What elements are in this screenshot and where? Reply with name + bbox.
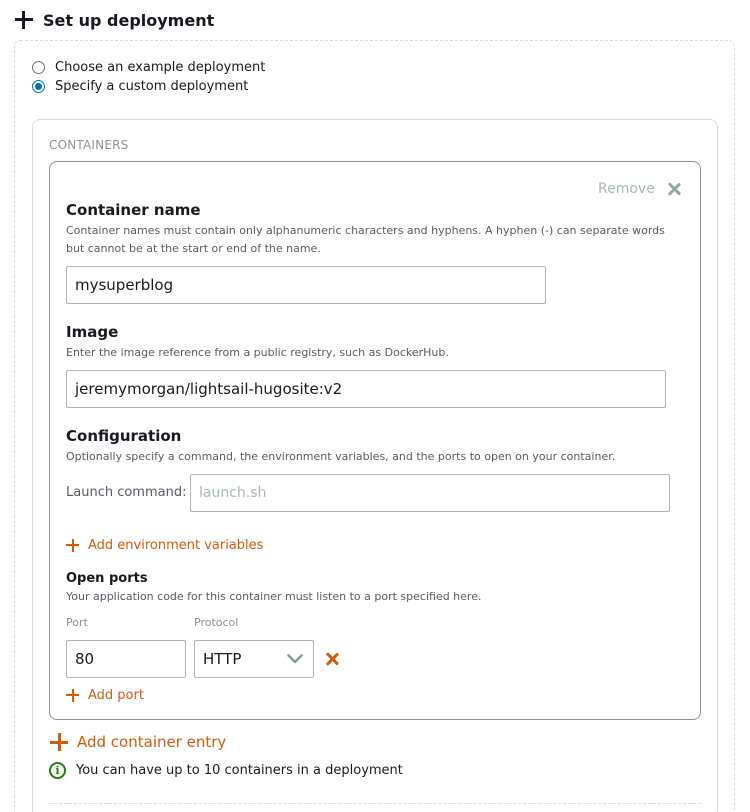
protocol-select[interactable]: [194, 640, 314, 678]
launch-command-input[interactable]: launch.sh: [190, 474, 670, 512]
container-name-title: Container name: [66, 201, 201, 219]
add-container-label: Add container entry: [77, 733, 227, 751]
radio-custom-deployment[interactable]: [32, 77, 248, 95]
container-name-input[interactable]: mysuperblog: [66, 266, 546, 304]
container-limit-info: [49, 760, 403, 780]
port-label: Port: [66, 616, 88, 629]
radio-label: Specify a custom deployment: [55, 78, 249, 94]
image-title: Image: [66, 323, 119, 341]
add-environment-variables-button[interactable]: [66, 536, 263, 554]
add-env-label: Add environment variables: [88, 537, 264, 553]
close-icon: [325, 652, 339, 666]
radio-button[interactable]: [32, 80, 45, 93]
protocol-label: Protocol: [194, 616, 239, 629]
containers-heading: CONTAINERS: [49, 138, 129, 152]
protocol-value: HTTP: [203, 650, 242, 668]
configuration-description: Optionally specify a command, the environment variables, and the ports to open on your container.: [66, 450, 616, 463]
radio-button[interactable]: [32, 61, 45, 74]
configuration-title: Configuration: [66, 427, 182, 445]
divider: [49, 803, 701, 804]
plus-icon: [66, 689, 79, 702]
info-icon: i: [49, 762, 66, 779]
radio-label: Choose an example deployment: [55, 59, 266, 75]
launch-command-label: Launch command:: [66, 485, 187, 500]
remove-label: Remove: [598, 181, 655, 197]
image-input[interactable]: jeremymorgan/lightsail-hugosite:v2: [66, 370, 666, 408]
add-container-entry-button[interactable]: [50, 732, 226, 752]
plus-icon: [14, 10, 34, 30]
remove-port-button[interactable]: [325, 652, 339, 666]
add-port-label: Add port: [88, 687, 144, 703]
open-ports-title: Open ports: [66, 571, 148, 586]
info-text: You can have up to 10 containers in a deployment: [76, 762, 403, 778]
chevron-down-icon: [287, 654, 303, 664]
add-port-button[interactable]: [66, 686, 144, 704]
port-input[interactable]: 80: [66, 640, 186, 678]
radio-example-deployment[interactable]: [32, 58, 265, 76]
section-header[interactable]: [14, 8, 214, 32]
plus-icon: [66, 539, 79, 552]
open-ports-description: Your application code for this container must listen to a port specified here.: [66, 590, 482, 603]
remove-button[interactable]: [598, 179, 681, 199]
container-name-description: Container names must contain only alphanumeric characters and hyphens. A hyphen (-) can separate words but cannot be at the start or end of the name.: [66, 224, 665, 255]
plus-icon: [50, 733, 68, 751]
section-title: Set up deployment: [43, 10, 215, 30]
image-description: Enter the image reference from a public registry, such as DockerHub.: [66, 346, 449, 359]
close-icon: [667, 182, 681, 196]
